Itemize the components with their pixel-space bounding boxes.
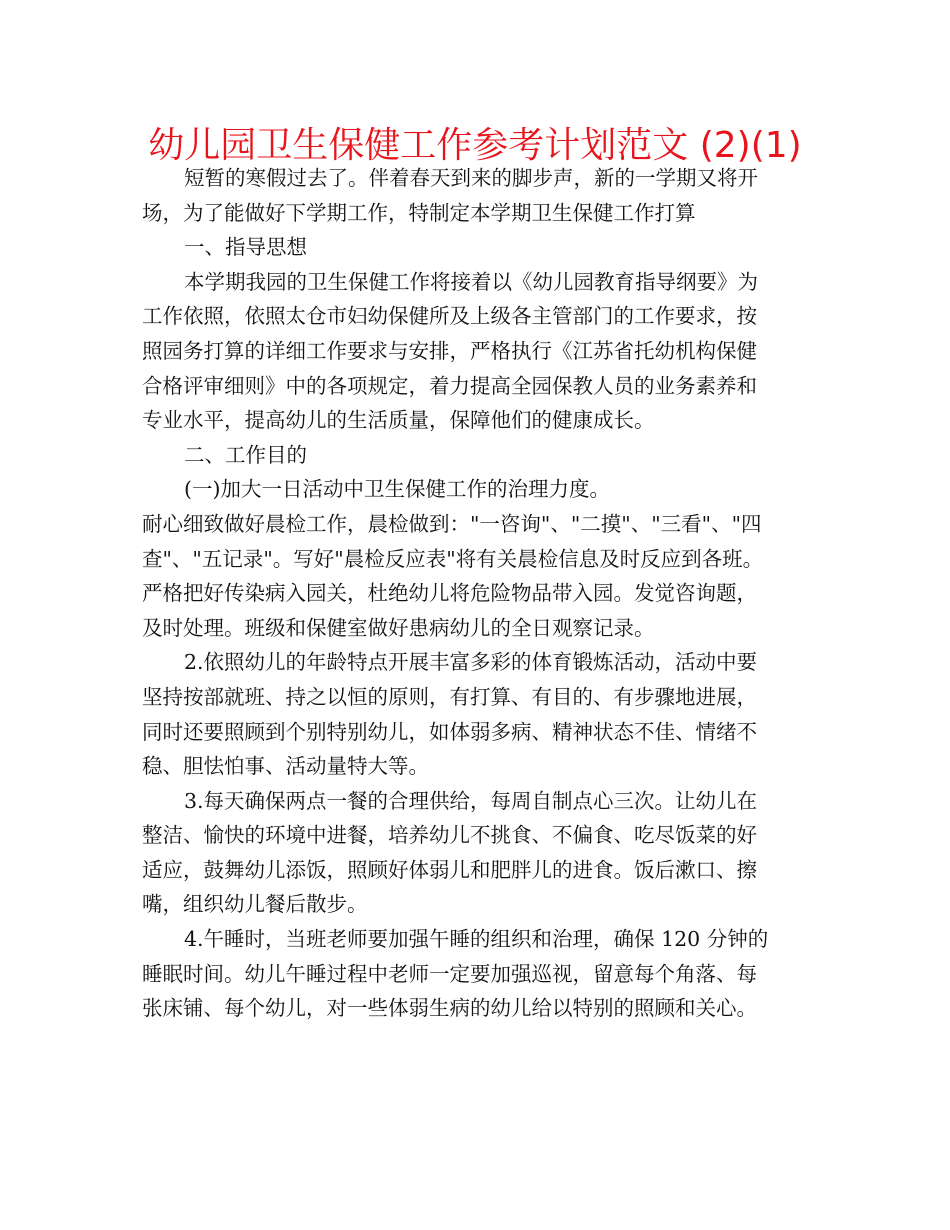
- paragraph-line: 耐心细致做好晨检工作，晨检做到："一咨询"、"二摸"、"三看"、"四: [142, 511, 762, 536]
- paragraph: [142, 230, 810, 265]
- paragraph-line: 整洁、愉快的环境中进餐，培养幼儿不挑食、不偏食、吃尽饭菜的好: [142, 823, 757, 848]
- document-body: [142, 161, 810, 1026]
- paragraph-line: 短暂的寒假过去了。伴着春天到来的脚步声，新的一学期又将开: [184, 166, 758, 190]
- document-title: 幼儿园卫生保健工作参考计划范文 (2)(1): [148, 125, 802, 166]
- paragraph: [142, 265, 810, 438]
- paragraph-line: 张床铺、每个幼儿，对一些体弱生病的幼儿给以特别的照顾和关心。: [142, 996, 757, 1021]
- paragraph-line: 同时还要照顾到个别特别幼儿，如体弱多病、精神状态不佳、情绪不: [142, 719, 757, 744]
- paragraph-line: 稳、胆怯怕事、活动量特大等。: [142, 754, 429, 779]
- paragraph-line: 本学期我园的卫生保健工作将接着以《幼儿园教育指导纲要》为: [184, 269, 758, 294]
- paragraph-line: 4.午睡时，当班老师要加强午睡的组织和治理，确保 120 分钟的: [184, 927, 769, 952]
- paragraph-line: 照园务打算的详细工作要求与安排，严格执行《江苏省托幼机构保健: [142, 338, 757, 363]
- paragraph-line: 工作依照，依照太仓市妇幼保健所及上级各主管部门的工作要求，按: [142, 304, 757, 329]
- paragraph-line: 睡眠时间。幼儿午睡过程中老师一定要加强巡视，留意每个角落、每: [142, 961, 757, 986]
- paragraph-line: 二、工作目的: [184, 442, 307, 467]
- paragraph-line: 场，为了能做好下学期工作，特制定本学期卫生保健工作打算: [142, 200, 696, 225]
- paragraph-line: 适应，鼓舞幼儿添饭，照顾好体弱儿和肥胖儿的进食。饭后漱口、擦: [142, 857, 757, 882]
- paragraph-line: 严格把好传染病入园关，杜绝幼儿将危险物品带入园。发觉咨询题，: [142, 581, 757, 606]
- paragraph-line: 专业水平，提高幼儿的生活质量，保障他们的健康成长。: [142, 408, 655, 433]
- paragraph-line: 一、指导思想: [184, 235, 307, 260]
- paragraph: [142, 161, 810, 230]
- paragraph: [142, 507, 810, 645]
- paragraph-line: 合格评审细则》中的各项规定，着力提高全园保教人员的业务素养和: [142, 373, 757, 398]
- paragraph-line: 嘴，组织幼儿餐后散步。: [142, 892, 368, 917]
- paragraph: [142, 922, 810, 1026]
- paragraph-line: 及时处理。班级和保健室做好患病幼儿的全日观察记录。: [142, 615, 655, 640]
- paragraph-line: 3.每天确保两点一餐的合理供给，每周自制点心三次。让幼儿在: [184, 788, 758, 813]
- paragraph: [142, 438, 810, 473]
- paragraph: [142, 472, 810, 507]
- paragraph-line: 2.依照幼儿的年龄特点开展丰富多彩的体育锻炼活动，活动中要: [184, 650, 758, 675]
- paragraph: [142, 645, 810, 783]
- paragraph-line: 查"、"五记录"。写好"晨检反应表"将有关晨检信息及时反应到各班。: [142, 546, 764, 571]
- paragraph-line: 坚持按部就班、持之以恒的原则，有打算、有目的、有步骤地进展，: [142, 684, 757, 709]
- paragraph-line: (一)加大一日活动中卫生保健工作的治理力度。: [184, 477, 610, 502]
- paragraph: [142, 784, 810, 922]
